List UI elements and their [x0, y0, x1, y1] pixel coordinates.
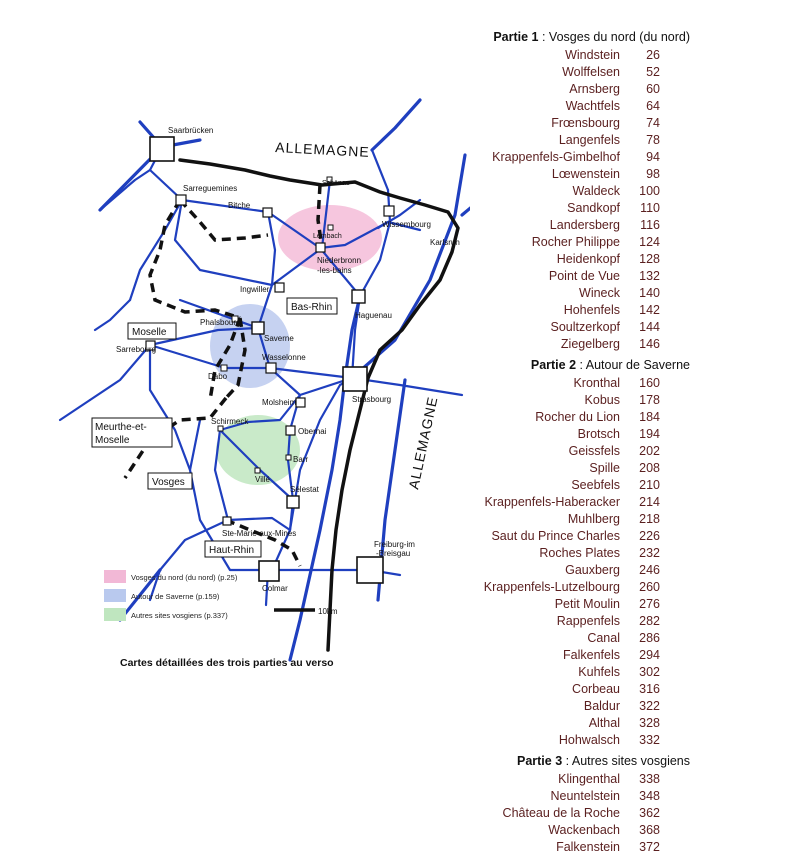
- region-haut-rhin: Haut-Rhin: [209, 545, 255, 556]
- part-3-title: Partie 3: [516, 754, 563, 768]
- site-row: [440, 805, 690, 822]
- site-row: [440, 336, 690, 353]
- site-page: 210: [639, 478, 660, 492]
- part-1-list: [440, 47, 690, 353]
- site-name: Château de la Roche: [502, 806, 620, 820]
- site-row: [440, 494, 690, 511]
- city-sarreguemines: [176, 195, 186, 205]
- site-row: [440, 64, 690, 81]
- part-2-title: Partie 2: [530, 358, 577, 372]
- site-name: Rocher Philippe: [531, 235, 620, 249]
- site-page: 282: [639, 614, 660, 628]
- city-colmar: [259, 561, 279, 581]
- label-sarreguemines: Sarreguemines: [183, 184, 238, 193]
- city-selestat: [287, 496, 299, 508]
- site-name: Langenfels: [558, 133, 620, 147]
- site-name: Rappenfels: [556, 614, 620, 628]
- site-row: [440, 732, 690, 749]
- city-wissembourg: [384, 206, 394, 216]
- site-page: 52: [646, 65, 660, 79]
- site-page: 316: [639, 682, 660, 696]
- site-name: Klingenthal: [558, 772, 620, 786]
- site-name: Landersberg: [549, 218, 620, 232]
- site-row: [440, 839, 690, 856]
- site-page: 78: [646, 133, 660, 147]
- site-row: [440, 81, 690, 98]
- site-page: 294: [639, 648, 660, 662]
- label-barr: Barr: [293, 455, 309, 464]
- legend-label-2: Autour de Saverne (p.159): [131, 592, 220, 601]
- site-name: Brotsch: [577, 427, 620, 441]
- site-row: [440, 115, 690, 132]
- city-strasbourg: [343, 367, 367, 391]
- part-3-subtitle: : Autres sites vosgiens: [562, 754, 690, 768]
- region-meurthe-2: Moselle: [95, 435, 130, 446]
- site-row: [440, 664, 690, 681]
- country-label-east: ALLEMAGNE: [405, 394, 441, 491]
- label-karlsruhe: Karlsruh: [430, 238, 460, 247]
- site-page: 218: [639, 512, 660, 526]
- site-name: Falkenstein: [556, 840, 620, 854]
- part-2-list: [440, 375, 690, 749]
- site-page: 184: [639, 410, 660, 424]
- label-haguenau: Haguenau: [355, 311, 392, 320]
- site-name: Frœnsbourg: [551, 116, 620, 130]
- site-name: Heidenkopf: [556, 252, 620, 266]
- site-row: [440, 613, 690, 630]
- site-row: [440, 47, 690, 64]
- site-page: 194: [639, 427, 660, 441]
- part-1-heading: [470, 30, 690, 44]
- city-niederbronn: [316, 243, 325, 252]
- site-row: [440, 217, 690, 234]
- site-name: Lœwenstein: [551, 167, 620, 181]
- site-row: [440, 822, 690, 839]
- site-row: [440, 183, 690, 200]
- label-freiburg: Freiburg-im: [374, 540, 415, 549]
- site-name: Hohenfels: [563, 303, 620, 317]
- region-bas-rhin: Bas-Rhin: [291, 302, 333, 313]
- site-page: 74: [646, 116, 660, 130]
- site-page: 178: [639, 393, 660, 407]
- site-name: Geissfels: [568, 444, 620, 458]
- label-schonau: Schönau: [322, 180, 350, 187]
- site-name: Baldur: [583, 699, 620, 713]
- label-ville: Villé: [255, 475, 270, 484]
- label-colmar: Colmar: [262, 584, 288, 593]
- site-row: [440, 200, 690, 217]
- site-name: Saut du Prince Charles: [491, 529, 620, 543]
- site-row: [440, 477, 690, 494]
- city-saverne: [252, 322, 264, 334]
- city-dabo: [221, 365, 227, 371]
- site-name: Spille: [589, 461, 620, 475]
- site-page: 98: [646, 167, 660, 181]
- site-name: Seebfels: [571, 478, 620, 492]
- label-schirmeck: Schirmeck: [211, 417, 249, 426]
- site-row: [440, 562, 690, 579]
- site-name: Krappenfels-Gimbelhof: [492, 150, 620, 164]
- city-molsheim: [296, 398, 305, 407]
- site-name: Windstein: [565, 48, 620, 62]
- region-meurthe: Meurthe-et-: [95, 422, 147, 433]
- site-name: Althal: [588, 716, 620, 730]
- site-name: Point de Vue: [548, 269, 620, 283]
- site-row: [440, 375, 690, 392]
- site-page: 144: [639, 320, 660, 334]
- map-legend: [104, 570, 238, 621]
- city-wasselonne: [266, 363, 276, 373]
- site-row: [440, 392, 690, 409]
- city-barr: [286, 455, 291, 460]
- site-name: Waldeck: [572, 184, 620, 198]
- label-saverne: Saverne: [264, 334, 294, 343]
- part-2-subtitle: : Autour de Saverne: [576, 358, 690, 372]
- site-page: 60: [646, 82, 660, 96]
- site-page: 286: [639, 631, 660, 645]
- legend-label-3: Autres sites vosgiens (p.337): [131, 611, 228, 620]
- city-saarbrucken: [150, 137, 174, 161]
- site-page: 302: [639, 665, 660, 679]
- site-row: [440, 426, 690, 443]
- site-page: 160: [639, 376, 660, 390]
- region-vosges: Vosges: [152, 477, 185, 488]
- site-row: [440, 98, 690, 115]
- site-row: [440, 579, 690, 596]
- label-lembach: Lembach: [313, 233, 342, 240]
- site-row: [440, 268, 690, 285]
- city-bitche: [263, 208, 272, 217]
- site-page: 322: [639, 699, 660, 713]
- site-row: [440, 234, 690, 251]
- label-selestat: Sélestat: [290, 485, 319, 494]
- scale-label: 10km: [318, 607, 338, 616]
- label-strasbourg: Strasbourg: [352, 395, 392, 404]
- part-3-list: [440, 771, 690, 856]
- site-page: 124: [639, 235, 660, 249]
- site-name: Kobus: [584, 393, 620, 407]
- site-name: Corbeau: [572, 682, 620, 696]
- legend-label-1: Vosges du nord (du nord) (p.25): [131, 573, 238, 582]
- site-page: 368: [639, 823, 660, 837]
- city-ste-marie: [223, 517, 231, 525]
- site-row: [440, 511, 690, 528]
- label-molsheim: Molsheim: [262, 398, 297, 407]
- site-row: [440, 132, 690, 149]
- site-page: 260: [639, 580, 660, 594]
- site-name: Roches Plates: [539, 546, 620, 560]
- label-ste-marie: Ste-Marie-aux-Mines: [222, 529, 297, 538]
- label-niederbronn-2: -les-bains: [317, 266, 352, 275]
- site-name: Canal: [587, 631, 620, 645]
- site-name: Petit Moulin: [554, 597, 620, 611]
- label-wasselonne: Wasselonne: [262, 353, 306, 362]
- city-ville: [255, 468, 260, 473]
- region-moselle: Moselle: [132, 327, 167, 338]
- site-name: Ziegelberg: [560, 337, 620, 351]
- site-row: [440, 715, 690, 732]
- site-row: [440, 596, 690, 613]
- site-row: [440, 302, 690, 319]
- site-page: 128: [639, 252, 660, 266]
- site-name: Gauxberg: [565, 563, 620, 577]
- site-name: Rocher du Lion: [535, 410, 620, 424]
- site-name: Arnsberg: [569, 82, 620, 96]
- map-caption: Cartes détaillées des trois parties au verso: [120, 657, 334, 669]
- label-wissembourg: Wissembourg: [382, 220, 431, 229]
- part-2-heading: [440, 358, 690, 372]
- city-obernai: [286, 426, 295, 435]
- site-page: 64: [646, 99, 660, 113]
- site-name: Kronthal: [573, 376, 620, 390]
- site-name: Hohwalsch: [558, 733, 620, 747]
- label-niederbronn: Niederbronn: [317, 256, 362, 265]
- site-name: Kuhfels: [578, 665, 620, 679]
- legend-swatch-1: [104, 570, 126, 583]
- site-page: 372: [639, 840, 660, 854]
- site-row: [440, 681, 690, 698]
- site-name: Falkenfels: [563, 648, 620, 662]
- site-page: 214: [639, 495, 660, 509]
- site-row: [440, 647, 690, 664]
- site-name: Sandkopf: [567, 201, 620, 215]
- site-index: [440, 30, 690, 861]
- legend-swatch-3: [104, 608, 126, 621]
- site-name: Wolffelsen: [562, 65, 620, 79]
- site-page: 328: [639, 716, 660, 730]
- site-name: Krappenfels-Lutzelbourg: [483, 580, 620, 594]
- site-row: [440, 166, 690, 183]
- label-sarrebourg: Sarrebourg: [116, 345, 157, 354]
- site-row: [440, 251, 690, 268]
- site-page: 226: [639, 529, 660, 543]
- site-row: [440, 698, 690, 715]
- site-name: Soultzerkopf: [550, 320, 620, 334]
- city-lembach: [328, 225, 333, 230]
- site-name: Muhlberg: [567, 512, 620, 526]
- site-page: 276: [639, 597, 660, 611]
- site-page: 362: [639, 806, 660, 820]
- site-page: 202: [639, 444, 660, 458]
- part-3-heading: [440, 754, 690, 768]
- site-page: 208: [639, 461, 660, 475]
- label-ingwiller: Ingwiller: [240, 285, 270, 294]
- site-page: 116: [640, 218, 660, 232]
- label-phalsbourg: Phalsbourg: [200, 318, 241, 327]
- site-row: [440, 319, 690, 336]
- site-name: Wineck: [579, 286, 620, 300]
- label-dabo: Dabo: [208, 372, 228, 381]
- site-page: 110: [640, 201, 660, 215]
- site-page: 348: [639, 789, 660, 803]
- site-page: 246: [639, 563, 660, 577]
- site-name: Wachtfels: [565, 99, 620, 113]
- site-page: 140: [639, 286, 660, 300]
- site-row: [440, 528, 690, 545]
- part-1-title: Partie 1: [493, 30, 539, 44]
- city-schirmeck: [218, 426, 223, 431]
- site-page: 142: [639, 303, 660, 317]
- city-freiburg: [357, 557, 383, 583]
- label-bitche: Bitche: [228, 201, 251, 210]
- site-row: [440, 545, 690, 562]
- site-name: Wackenbach: [548, 823, 620, 837]
- site-row: [440, 285, 690, 302]
- label-obernai: Obernai: [298, 427, 327, 436]
- site-row: [440, 630, 690, 647]
- site-row: [440, 149, 690, 166]
- label-freiburg-2: -Breisgau: [376, 549, 411, 558]
- part-1-subtitle: : Vosges du nord (du nord): [538, 30, 690, 44]
- city-ingwiller: [275, 283, 284, 292]
- site-row: [440, 788, 690, 805]
- site-page: 100: [639, 184, 660, 198]
- site-name: Neuntelstein: [550, 789, 620, 803]
- site-row: [440, 443, 690, 460]
- site-page: 232: [639, 546, 660, 560]
- site-page: 146: [639, 337, 660, 351]
- site-row: [440, 409, 690, 426]
- site-page: 332: [639, 733, 660, 747]
- city-haguenau: [352, 290, 365, 303]
- label-saarbrucken: Saarbrücken: [168, 126, 214, 135]
- legend-swatch-2: [104, 589, 126, 602]
- city-labels: [116, 126, 460, 593]
- site-page: 338: [639, 772, 660, 786]
- site-name: Krappenfels-Haberacker: [484, 495, 620, 509]
- site-row: [440, 771, 690, 788]
- site-row: [440, 460, 690, 477]
- site-page: 132: [639, 269, 660, 283]
- site-page: 94: [646, 150, 660, 164]
- site-page: 26: [646, 48, 660, 62]
- country-label-north: ALLEMAGNE: [274, 139, 371, 160]
